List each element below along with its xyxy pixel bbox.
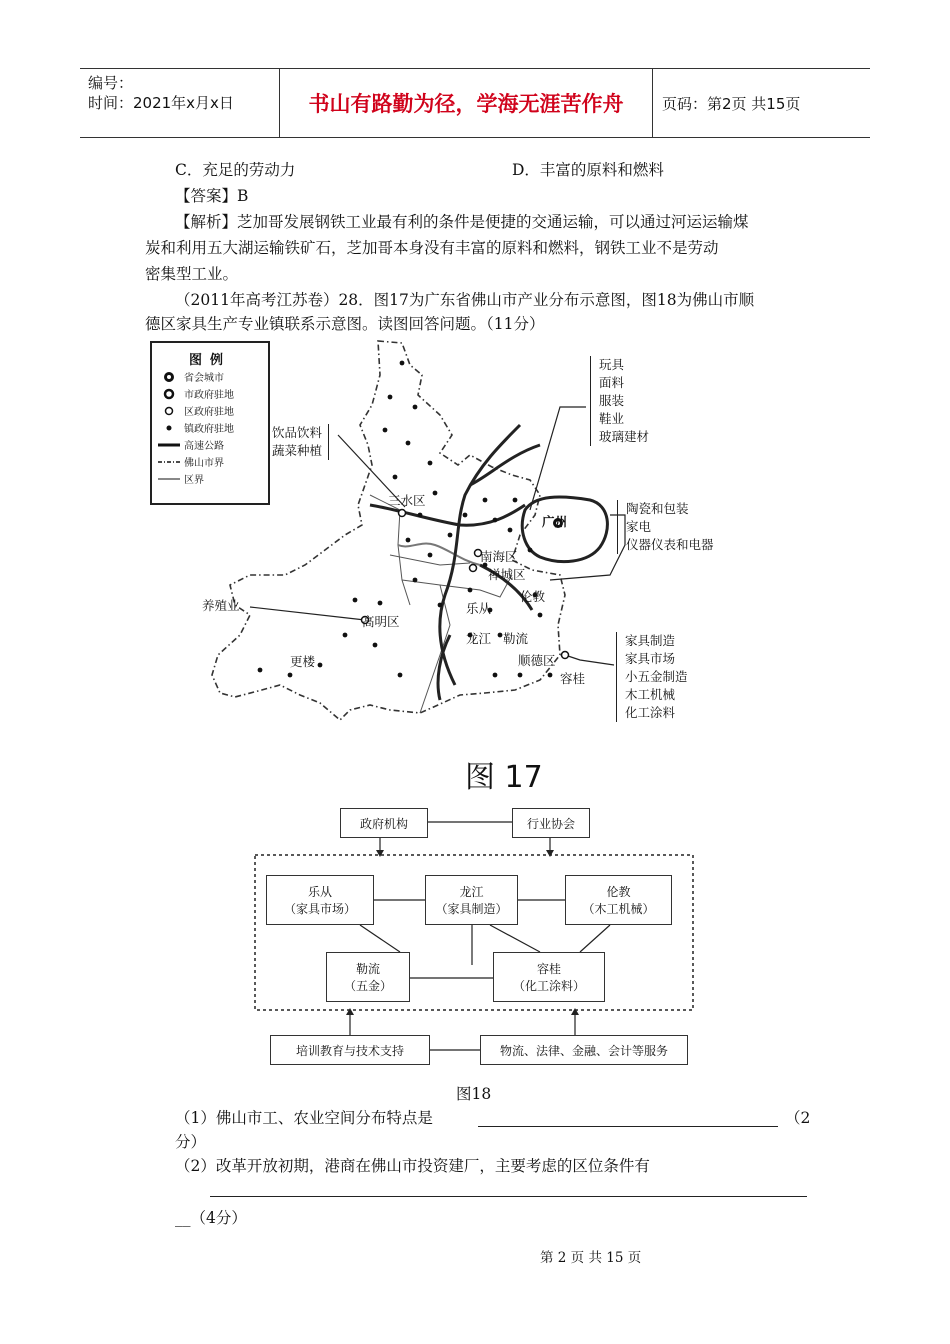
page-header (80, 68, 870, 138)
box-lecong: 乐从 （家具市场） (266, 875, 374, 925)
label-lecong: 乐从 (466, 601, 492, 616)
district-gov-icon (158, 405, 180, 417)
figure-18-connectors (250, 800, 700, 1070)
city-gov-icon (158, 388, 180, 400)
capital-icon (158, 371, 180, 383)
analysis-line-1: 【解析】芝加哥发展钢铁工业最有利的条件是便捷的交通运输，可以通过河运运输煤 (175, 213, 749, 231)
subquestion-1-score-a: （2 (785, 1109, 811, 1127)
industry-shunde: 家具制造 家具市场 小五金制造 木工机械 化工涂料 (616, 632, 688, 722)
analysis-line-3: 密集型工业。 (145, 265, 239, 283)
legend-item-city-gov: 市政府驻地 (152, 385, 268, 402)
highway (470, 445, 540, 485)
leader-line (530, 407, 586, 510)
option-d: D．丰富的原料和燃料 (512, 161, 664, 179)
subquestion-2-score: __（4分） (175, 1209, 247, 1227)
box-training: 培训教育与技术支持 (270, 1035, 430, 1065)
leader-line (565, 655, 614, 665)
legend-item-capital: 省会城市 (152, 368, 268, 385)
industry-gaoming: 养殖业 (202, 598, 240, 613)
answer-line: 【答案】B (175, 187, 249, 205)
river (398, 544, 480, 565)
town-gov-icon (158, 422, 180, 434)
label-gaoming: 高明区 (362, 614, 400, 629)
figure-18-caption: 图18 (456, 1085, 492, 1103)
question-28-intro-2: 德区家具生产专业镇联系示意图。读图回答问题。（11分） (145, 315, 545, 333)
label-shunde: 顺德区 (518, 653, 556, 668)
label-ronggui: 容桂 (560, 671, 586, 686)
subquestion-1: （1）佛山市工、农业空间分布特点是 (175, 1109, 433, 1127)
figure-17-caption: 图 17 (465, 760, 543, 795)
label-lunjiao: 伦教 (520, 589, 546, 604)
analysis-line-2: 炭和利用五大湖运输铁矿石，芝加哥本身没有丰富的原料和燃料，钢铁工业不是劳动 (145, 239, 719, 257)
box-services: 物流、法律、金融、会计等服务 (480, 1035, 688, 1065)
box-leliu: 勒流 （五金） (326, 952, 410, 1002)
label-leliu: 勒流 (503, 631, 529, 646)
district-seats (362, 510, 569, 659)
option-c: C．充足的劳动力 (175, 161, 296, 179)
industry-nanhai: 玩具 面料 服装 鞋业 玻璃建材 (590, 356, 649, 446)
box-ronggui: 容桂 （化工涂料） (493, 952, 605, 1002)
box-longjiang: 龙江 （家具制造） (425, 875, 518, 925)
district-boundary-icon (158, 475, 180, 483)
answer-blank-1[interactable] (478, 1126, 778, 1127)
legend-item-town-gov: 镇政府驻地 (152, 419, 268, 436)
legend-item-district-gov: 区政府驻地 (152, 402, 268, 419)
legend-title: 图例 (188, 353, 231, 368)
label-guangzhou: 广州 (542, 514, 568, 529)
question-28-intro-1: （2011年高考江苏卷）28．图17为广东省佛山市产业分布示意图，图18为佛山市顺 (175, 291, 755, 309)
box-industry-association: 行业协会 (512, 808, 590, 838)
box-government: 政府机构 (340, 808, 428, 838)
city-boundary-icon (158, 458, 180, 466)
leader-line (250, 607, 365, 620)
header-meta (80, 69, 280, 137)
time-label: 时间：2021年x月x日 (88, 94, 234, 112)
highway-icon (158, 441, 180, 449)
label-longjiang: 龙江 (466, 631, 492, 646)
label-chancheng: 禅城区 (488, 567, 526, 582)
industry-chancheng: 陶瓷和包装 家电 仪器仪表和电器 (617, 500, 714, 554)
subquestion-1-score-b: 分） (175, 1133, 207, 1151)
label-nanhai: 南海区 (480, 549, 518, 564)
industry-sanshui: 饮品饮料 蔬菜种植 (272, 424, 329, 460)
legend-item-highway: 高速公路 (152, 436, 268, 453)
legend-item-city-boundary: 佛山市界 (152, 453, 268, 470)
header-page-info: 页码：第2页 共15页 (662, 94, 801, 113)
number-label: 编号： (88, 74, 134, 92)
label-genglou: 更楼 (290, 654, 316, 669)
label-sanshui: 三水区 (388, 493, 426, 508)
subquestion-2: （2）改革开放初期，港商在佛山市投资建厂，主要考虑的区位条件有 (175, 1157, 650, 1175)
box-lunjiao: 伦教 （木工机械） (565, 875, 672, 925)
page-footer: 第 2 页 共 15 页 (540, 1250, 642, 1266)
answer-blank-2[interactable] (210, 1196, 807, 1197)
legend-item-district-boundary: 区界 (152, 470, 268, 487)
header-motto: 书山有路勤为径，学海无涯苦作舟 (280, 69, 653, 137)
map-legend (150, 341, 270, 505)
